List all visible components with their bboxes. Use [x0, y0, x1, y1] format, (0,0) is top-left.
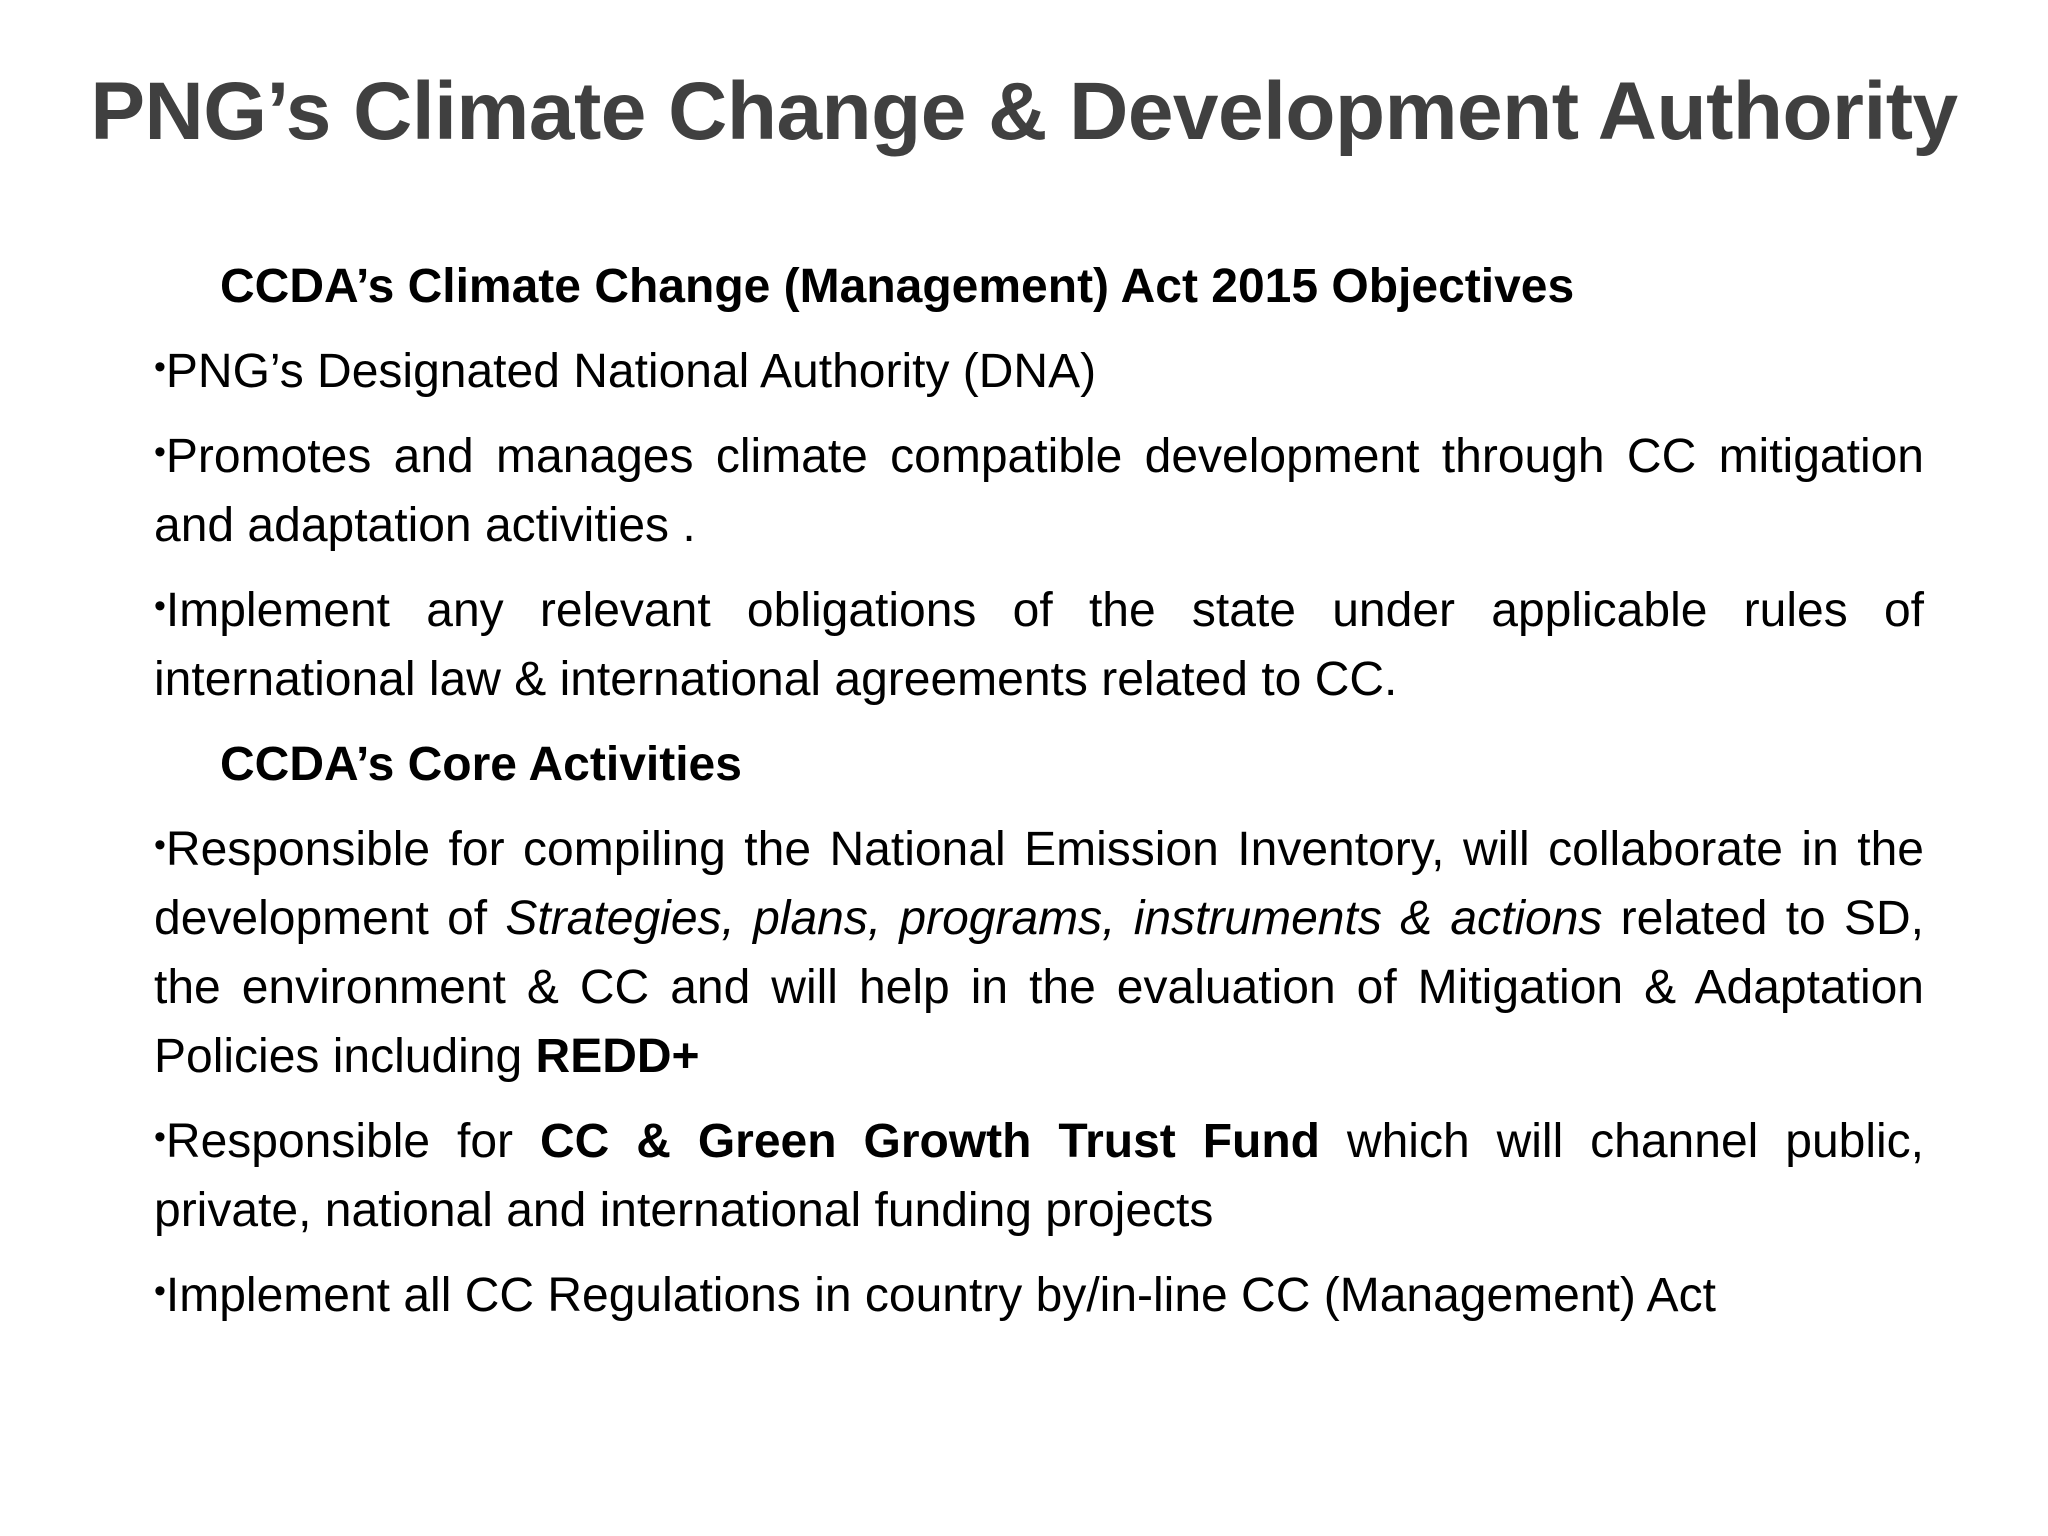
objectives-item-promotes: [154, 422, 1924, 560]
bullet-icon: •: [154, 348, 166, 386]
core-item-trust-fund-text-1: Responsible for: [165, 1115, 540, 1168]
objectives-heading: CCDA’s Climate Change (Management) Act 2015 Objectives: [220, 260, 1575, 313]
core-activities-heading: CCDA’s Core Activities: [220, 738, 742, 791]
core-item-trust-fund: [154, 1107, 1924, 1245]
core-item-inventory-bold: REDD+: [535, 1030, 700, 1083]
bullet-icon: •: [154, 826, 166, 864]
bullet-icon: •: [154, 1272, 166, 1310]
slide-content: [154, 252, 1924, 1346]
objectives-item-implement: [154, 576, 1924, 714]
bullet-icon: •: [154, 1118, 166, 1156]
objectives-item-dna: [154, 337, 1924, 406]
objectives-item-dna-text: PNG’s Designated National Authority (DNA): [165, 345, 1097, 398]
core-item-trust-fund-text-2: which will channel public, private, national and international funding projects: [154, 1115, 1924, 1237]
core-item-inventory-text-2: related to SD, the environment & CC and will help in the evaluation of Mitigation & Adaptation Policies including: [154, 892, 1924, 1083]
core-item-inventory-italic: Strategies, plans, programs, instruments & actions: [505, 892, 1603, 945]
bullet-icon: •: [154, 587, 166, 625]
bullet-icon: •: [154, 433, 166, 471]
core-item-regulations: [154, 1261, 1924, 1330]
core-item-inventory: [154, 815, 1924, 1091]
core-item-regulations-text: Implement all CC Regulations in country by/in-line CC (Management) Act: [165, 1269, 1716, 1322]
core-item-trust-fund-bold: CC & Green Growth Trust Fund: [539, 1115, 1320, 1168]
slide-title: PNG’s Climate Change & Development Authority: [90, 66, 1958, 157]
objectives-item-promotes-text: Promotes and manages climate compatible development through CC mitigation and adaptation activities .: [154, 430, 1924, 552]
objectives-item-implement-text: Implement any relevant obligations of the state under applicable rules of international law & international agreements related to CC.: [154, 584, 1924, 706]
core-item-inventory-text-1: Responsible for compiling the National Emission Inventory, will collaborate in the development of: [154, 823, 1924, 945]
